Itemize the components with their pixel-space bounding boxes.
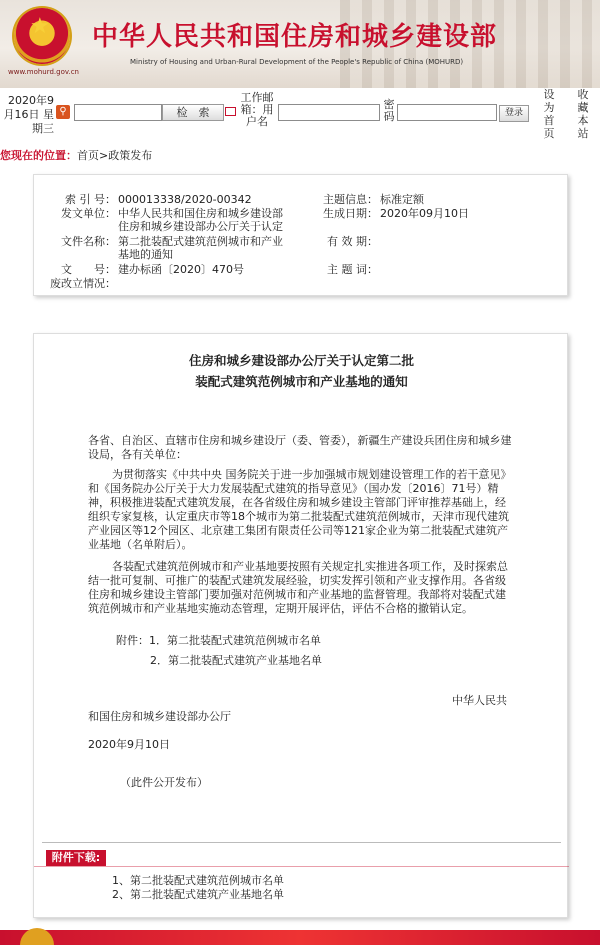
mail-icon: [225, 107, 236, 116]
breadcrumb: [0, 146, 600, 166]
current-date: 2020年9 月16日 星 期三: [3, 94, 54, 135]
keyword-key: 主 题 词：: [327, 263, 378, 276]
top-toolbar: [0, 88, 600, 142]
download-link-1[interactable]: 1、第二批装配式建筑范例城市名单: [112, 874, 284, 887]
site-subtitle: Ministry of Housing and Urban-Rural Development of the People's Republic of China (MOHURD): [130, 58, 464, 66]
attachment-line-1: 附件：1．第二批装配式建筑范例城市名单: [116, 634, 321, 647]
docno-value: 建办标函〔2020〕470号: [118, 263, 244, 276]
attachment-line-2: 2．第二批装配式建筑产业基地名单: [150, 654, 322, 667]
search-input[interactable]: [74, 104, 162, 121]
signature-line-2: 和国住房和城乡建设部办公厅: [88, 710, 231, 723]
public-note: （此件公开发布）: [120, 776, 208, 789]
site-url: www.mohurd.gov.cn: [8, 68, 79, 76]
breadcrumb-separator: >: [99, 149, 109, 162]
document-metadata-box: [33, 174, 568, 296]
search-icon: ⚲: [56, 105, 70, 119]
index-key: 索 引 号：: [65, 193, 116, 206]
issuer-value: 中华人民共和国住房和城乡建设部 住房和城乡建设部办公厅关于认定: [118, 207, 283, 233]
topic-value: 标准定额: [380, 193, 424, 206]
set-homepage-link[interactable]: 设 为 首 页: [543, 88, 555, 140]
bookmark-link[interactable]: 收 藏 本 站: [577, 88, 589, 140]
docno-key: 文 号：: [61, 263, 116, 276]
site-title: 中华人民共和国住房和城乡建设部: [92, 22, 498, 52]
abolish-key: 废改立情况：: [50, 277, 116, 290]
index-value: 000013338/2020-00342: [118, 193, 252, 206]
signature-line-1: 中华人民共: [452, 694, 507, 707]
password-input[interactable]: [397, 104, 497, 121]
issuer-key: 发文单位：: [61, 207, 116, 220]
downloads-rule: [34, 866, 569, 867]
password-label: 密 码: [383, 98, 395, 123]
document-paragraph-2: 各装配式建筑范例城市和产业基地要按照有关规定扎实推进各项工作，及时探索总结一批可复制、可推广的装配式建筑发展经验，切实发挥引领和产业支撑作用。各省级住房和城乡建设主管部门要加强对范例城市和产业基地的监督管理。我部将对装配式建筑范例城市和产业基地实施动态管理，定期开展评估，评估不合格的撤销认定。: [88, 560, 508, 615]
breadcrumb-section-link[interactable]: 政策发布: [108, 149, 153, 162]
mail-username-label: 工作邮 箱：用 户名: [240, 91, 274, 128]
username-input[interactable]: [278, 104, 380, 121]
gendate-key: 生成日期：: [323, 207, 378, 220]
filename-key: 文件名称：: [61, 235, 116, 248]
site-banner: [0, 0, 600, 88]
download-link-2[interactable]: 2、第二批装配式建筑产业基地名单: [112, 888, 284, 901]
emblem-star-icon: ★: [30, 14, 50, 39]
valid-key: 有 效 期：: [327, 235, 378, 248]
login-button[interactable]: 登录: [499, 105, 529, 122]
content-divider: [42, 842, 561, 843]
document-title: 住房和城乡建设部办公厅关于认定第二批 装配式建筑范例城市和产业基地的通知: [188, 353, 414, 389]
document-paragraph-1: 为贯彻落实《中共中央 国务院关于进一步加强城市规划建设管理工作的若干意见》和《国务院办公厅关于大力发展装配式建筑的指导意见》（国办发〔2016〕71号）精神，积极推进装配式建筑发展，在各省级住房和城乡建设主管部门评审推荐基础上，经组织专家复核，认定重庆市等18个城市为第二批装配式建筑范例城市，天津市现代建筑产业园区等12个园区、北京建工集团有限责任公司等121家企业为第二批装配式建筑产业基地（名单附后）。: [88, 468, 512, 551]
document-content: [33, 333, 568, 918]
footer-bar: [0, 930, 600, 945]
breadcrumb-prefix: 您现在的位置：: [0, 149, 77, 162]
downloads-label: 附件下载:: [46, 850, 106, 866]
gendate-value: 2020年09月10日: [380, 207, 469, 220]
document-salutation: 各省、自治区、直辖市住房和城乡建设厅（委、管委），新疆生产建设兵团住房和城乡建设局，各有关单位：: [88, 434, 512, 461]
search-button[interactable]: 检 索: [162, 104, 224, 121]
breadcrumb-home-link[interactable]: 首页: [77, 149, 99, 162]
document-date: 2020年9月10日: [88, 738, 170, 751]
filename-value: 第二批装配式建筑范例城市和产业 基地的通知: [118, 235, 283, 261]
topic-key: 主题信息：: [323, 193, 378, 206]
